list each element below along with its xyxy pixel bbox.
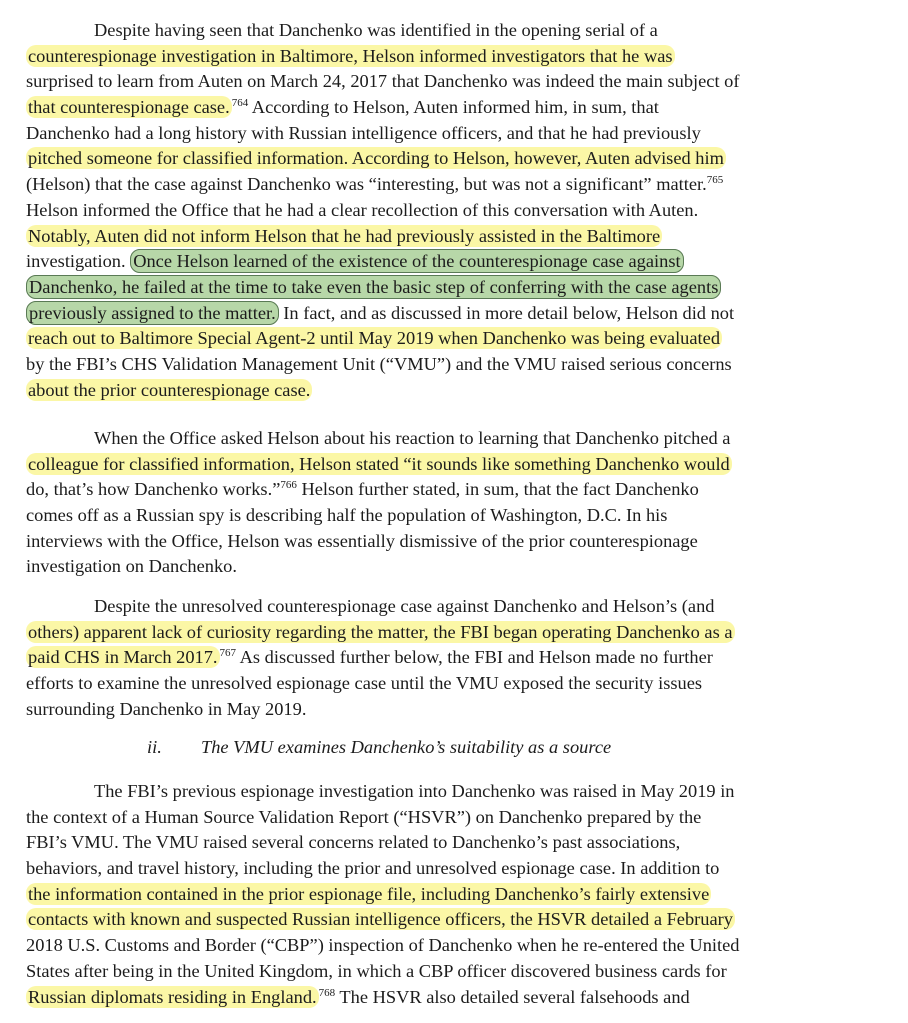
section-title: The VMU examines Danchenko’s suitability as a source	[201, 737, 612, 757]
text-line: When the Office asked Helson about his reaction to learning that Danchenko pitched a	[94, 428, 731, 448]
footnote-ref: 766	[280, 479, 297, 492]
paragraph-2	[26, 426, 888, 580]
text-line: Despite having seen that Danchenko was identified in the opening serial of a	[94, 20, 658, 40]
text-line: surrounding Danchenko in May 2019.	[26, 698, 307, 719]
text-line: Helson informed the Office that he had a clear recollection of this conversation with Auten.	[26, 199, 699, 220]
text-line: comes off as a Russian spy is describing half the population of Washington, D.C. In his	[26, 505, 668, 526]
text-line: Danchenko, he failed at the time to take even the basic step of conferring with the case agents	[26, 275, 888, 301]
section-heading	[147, 735, 611, 761]
text-line: States after being in the United Kingdom, in which a CBP officer discovered business cards for	[26, 960, 727, 981]
text-line: counterespionage investigation in Baltimore, Helson informed investigators that he was	[28, 45, 673, 66]
footnote-ref: 768	[318, 986, 336, 999]
text-line: reach out to Baltimore Special Agent-2 until May 2019 when Danchenko was being evaluated	[28, 328, 721, 349]
text-line: colleague for classified information, Helson stated “it sounds like something Danchenko would	[28, 453, 730, 474]
text-line: others) apparent lack of curiosity regarding the matter, the FBI began operating Danchenko as a	[28, 621, 733, 642]
text-line: Danchenko had a long history with Russian intelligence officers, and that he had previously	[26, 122, 701, 143]
footnote-ref: 765	[706, 174, 724, 186]
text-line: by the FBI’s CHS Validation Management Unit (“VMU”) and the VMU raised serious concerns	[26, 353, 732, 374]
paragraph-1	[26, 18, 888, 403]
text-line: interviews with the Office, Helson was essentially dismissive of the prior counterespionage	[26, 530, 698, 551]
text-line: Notably, Auten did not inform Helson that he had previously assisted in the Baltimore	[28, 225, 661, 246]
text-line: The FBI’s previous espionage investigation into Danchenko was raised in May 2019 in	[94, 781, 735, 801]
footnote-ref: 764	[231, 96, 249, 109]
text-line: about the prior counterespionage case.	[28, 379, 311, 400]
text-line: Despite the unresolved counterespionage case against Danchenko and Helson’s (and	[94, 596, 715, 616]
text-line: paid CHS in March 2017. $^{767}$ As discussed further below, the FBI and Helson made no further	[28, 647, 713, 668]
paragraph-4	[26, 779, 888, 1010]
text-line: (Helson) that the case against Danchenko was “interesting, but was not a significant” matter.$^{765}$	[26, 174, 724, 195]
text-line: the context of a Human Source Validation Report (“HSVR”) on Danchenko prepared by the	[26, 806, 702, 827]
text-line: investigation. Once Helson learned of the existence of the counterespionage case against	[26, 249, 888, 275]
text-line: that counterespionage case. $^{764}$ According to Helson, Auten informed him, in sum, that	[28, 96, 659, 118]
text-line: Russian diplomats residing in England. $^{768}$ The HSVR also detailed several falsehoods and	[28, 986, 690, 1007]
text-line: efforts to examine the unresolved espionage case until the VMU exposed the security issues	[26, 673, 703, 694]
text-line: behaviors, and travel history, including the prior and unresolved espionage case. In addition to	[26, 858, 720, 879]
section-number: ii.	[147, 737, 162, 757]
text-line: 2018 U.S. Customs and Border (“CBP”) inspection of Danchenko when he re-entered the United	[26, 935, 740, 956]
text-line: do, that’s how Danchenko works.”$^{766}$ Helson further stated, in sum, that the fact Danchenko	[26, 479, 699, 500]
paragraph-3	[26, 594, 888, 722]
text-line: surprised to learn from Auten on March 24, 2017 that Danchenko was indeed the main subject of	[26, 71, 740, 92]
text-line: the information contained in the prior espionage file, including Danchenko’s fairly extensive	[28, 883, 710, 904]
text-line: FBI’s VMU. The VMU raised several concerns related to Danchenko’s past associations,	[26, 832, 681, 853]
text-line: contacts with known and suspected Russian intelligence officers, the HSVR detailed a February	[28, 909, 733, 930]
text-line: pitched someone for classified information. According to Helson, however, Auten advised him	[28, 148, 724, 169]
text-line: previously assigned to the matter. In fact, and as discussed in more detail below, Helson did not	[26, 301, 888, 327]
footnote-ref: 767	[219, 647, 237, 660]
text-line: investigation on Danchenko.	[26, 556, 237, 577]
